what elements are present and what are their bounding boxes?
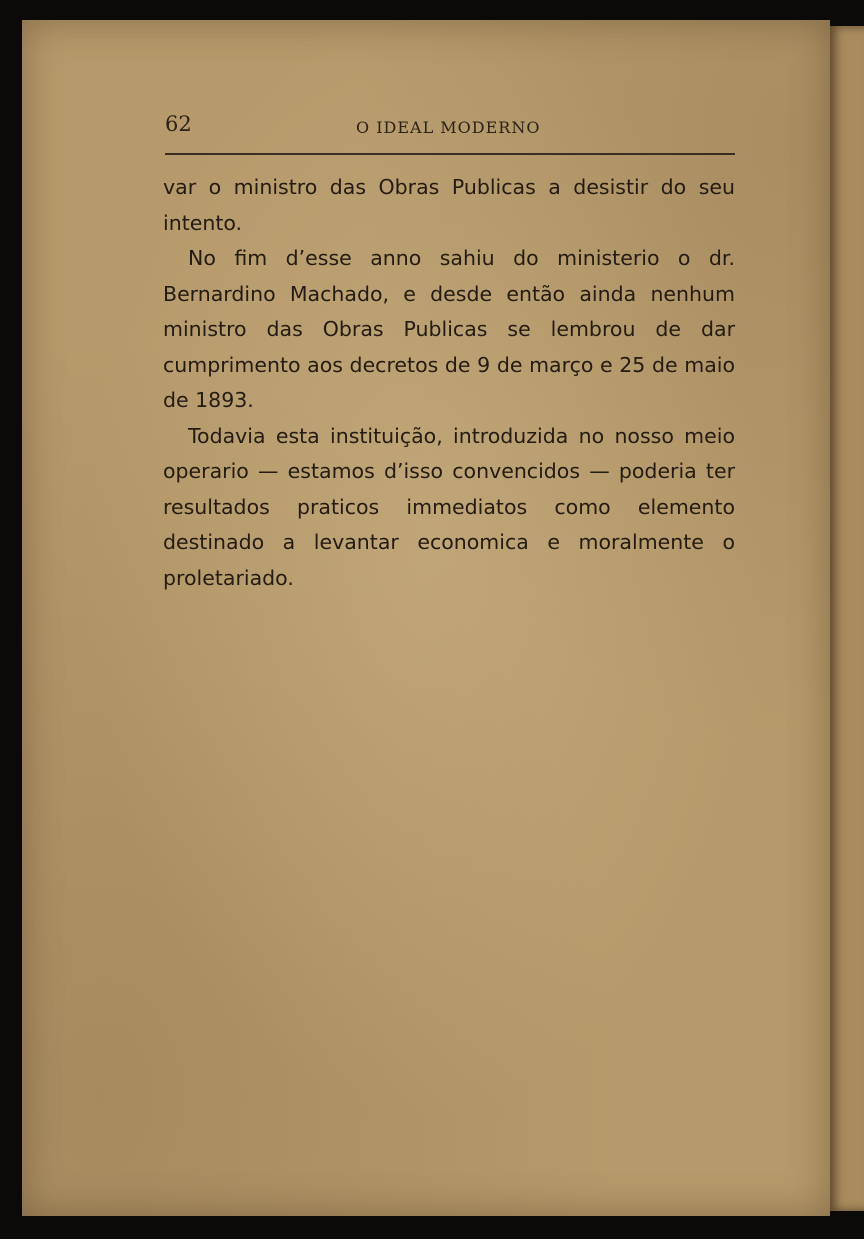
next-page-edge — [826, 26, 864, 1211]
page-number: 62 — [165, 112, 192, 136]
header-rule — [165, 153, 735, 155]
body-text — [163, 170, 735, 596]
paragraph: Todavia esta instituição, introduzida no nosso meio operario — estamos d’isso convencidos — poderia ter resultados praticos immediatos como elemento destinado a levantar economica e moralmente o proletariado. — [163, 423, 735, 590]
running-title: O IDEAL MODERNO — [356, 118, 541, 137]
page-header — [165, 112, 735, 142]
paragraph: No fim d’esse anno sahiu do ministerio o dr. Bernardino Machado, e desde então ainda nenhum ministro das Obras Publicas se lembrou de dar cumprimento aos decretos de 9 de março e 25 de maio de 1893. — [163, 246, 735, 412]
paragraph-continuation: var o ministro das Obras Publicas a desistir do seu intento. — [163, 175, 735, 235]
